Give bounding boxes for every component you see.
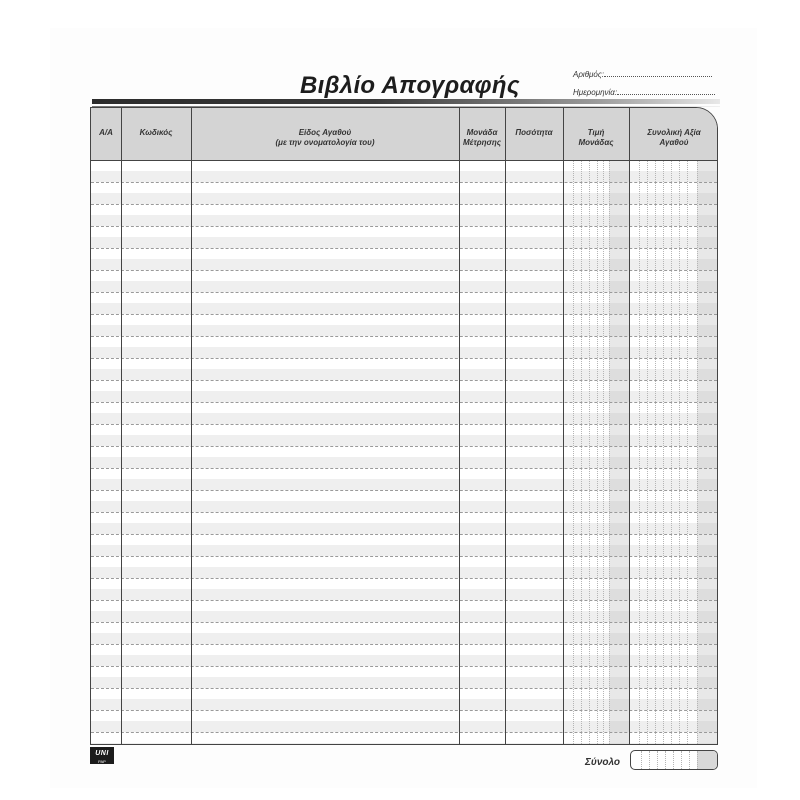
number-colon: : [601, 70, 604, 79]
row-separator [91, 380, 717, 381]
total-field-cents-shade [697, 751, 717, 769]
date-field[interactable] [573, 87, 720, 97]
date-label: Ημερομηνία [573, 88, 615, 97]
row-separator [91, 710, 717, 711]
table-header [91, 108, 717, 161]
unipap-logo-sub: PAP [90, 760, 114, 764]
document-title: Βιβλίο Απογραφής [300, 72, 520, 99]
col-separator [505, 108, 506, 744]
row-separator [91, 424, 717, 425]
row-separator [91, 600, 717, 601]
row-separator [91, 182, 717, 183]
number-field[interactable] [573, 69, 720, 79]
row-separator [91, 314, 717, 315]
col-separator [563, 108, 564, 744]
total-field-digit-line [657, 751, 658, 769]
row-separator [91, 512, 717, 513]
unipap-logo: UNI [90, 747, 114, 761]
row-separator [91, 358, 717, 359]
col-header-qty: Ποσότητα [515, 128, 553, 137]
total-label: Σύνολο [585, 757, 621, 768]
row-separator [91, 644, 717, 645]
row-separator [91, 226, 717, 227]
col-header-item: Είδος Αγαθού (με την ονοματολογία του) [275, 128, 375, 147]
row-separator [91, 666, 717, 667]
row-separator [91, 336, 717, 337]
row-separator [91, 446, 717, 447]
col-header-total: Συνολική Αξία Αγαθού [647, 128, 701, 147]
total-field[interactable] [630, 750, 718, 770]
row-separator [91, 468, 717, 469]
row-separator [91, 534, 717, 535]
col-header-unit: Μονάδα Μέτρησης [463, 128, 501, 147]
inventory-table [90, 107, 718, 745]
col-separator [629, 108, 630, 744]
row-separator [91, 622, 717, 623]
col-header-aa: Α/Α [99, 128, 113, 137]
total-field-digit-line [673, 751, 674, 769]
row-separator [91, 248, 717, 249]
number-dotted-line [601, 69, 712, 79]
col-separator [459, 108, 460, 744]
date-dotted-line [614, 87, 715, 97]
total-field-digit-line [649, 751, 650, 769]
col-header-price: Τιμή Μονάδας [578, 128, 614, 147]
row-separator [91, 556, 717, 557]
total-field-digit-line [689, 751, 690, 769]
date-colon: : [614, 88, 618, 97]
col-separator [121, 108, 122, 744]
total-field-digit-line [697, 751, 698, 769]
total-field-digit-line [681, 751, 682, 769]
title-rule [92, 99, 720, 104]
total-field-digit-line [665, 751, 666, 769]
row-separator [91, 732, 717, 733]
row-separator [91, 204, 717, 205]
row-separator [91, 402, 717, 403]
row-separator [91, 578, 717, 579]
col-separator [191, 108, 192, 744]
row-separator [91, 490, 717, 491]
col-header-code: Κωδικός [139, 128, 173, 137]
row-separator [91, 292, 717, 293]
row-separator [91, 688, 717, 689]
number-label: Αριθμός [573, 70, 602, 79]
row-separator [91, 270, 717, 271]
total-field-digit-line [641, 751, 642, 769]
